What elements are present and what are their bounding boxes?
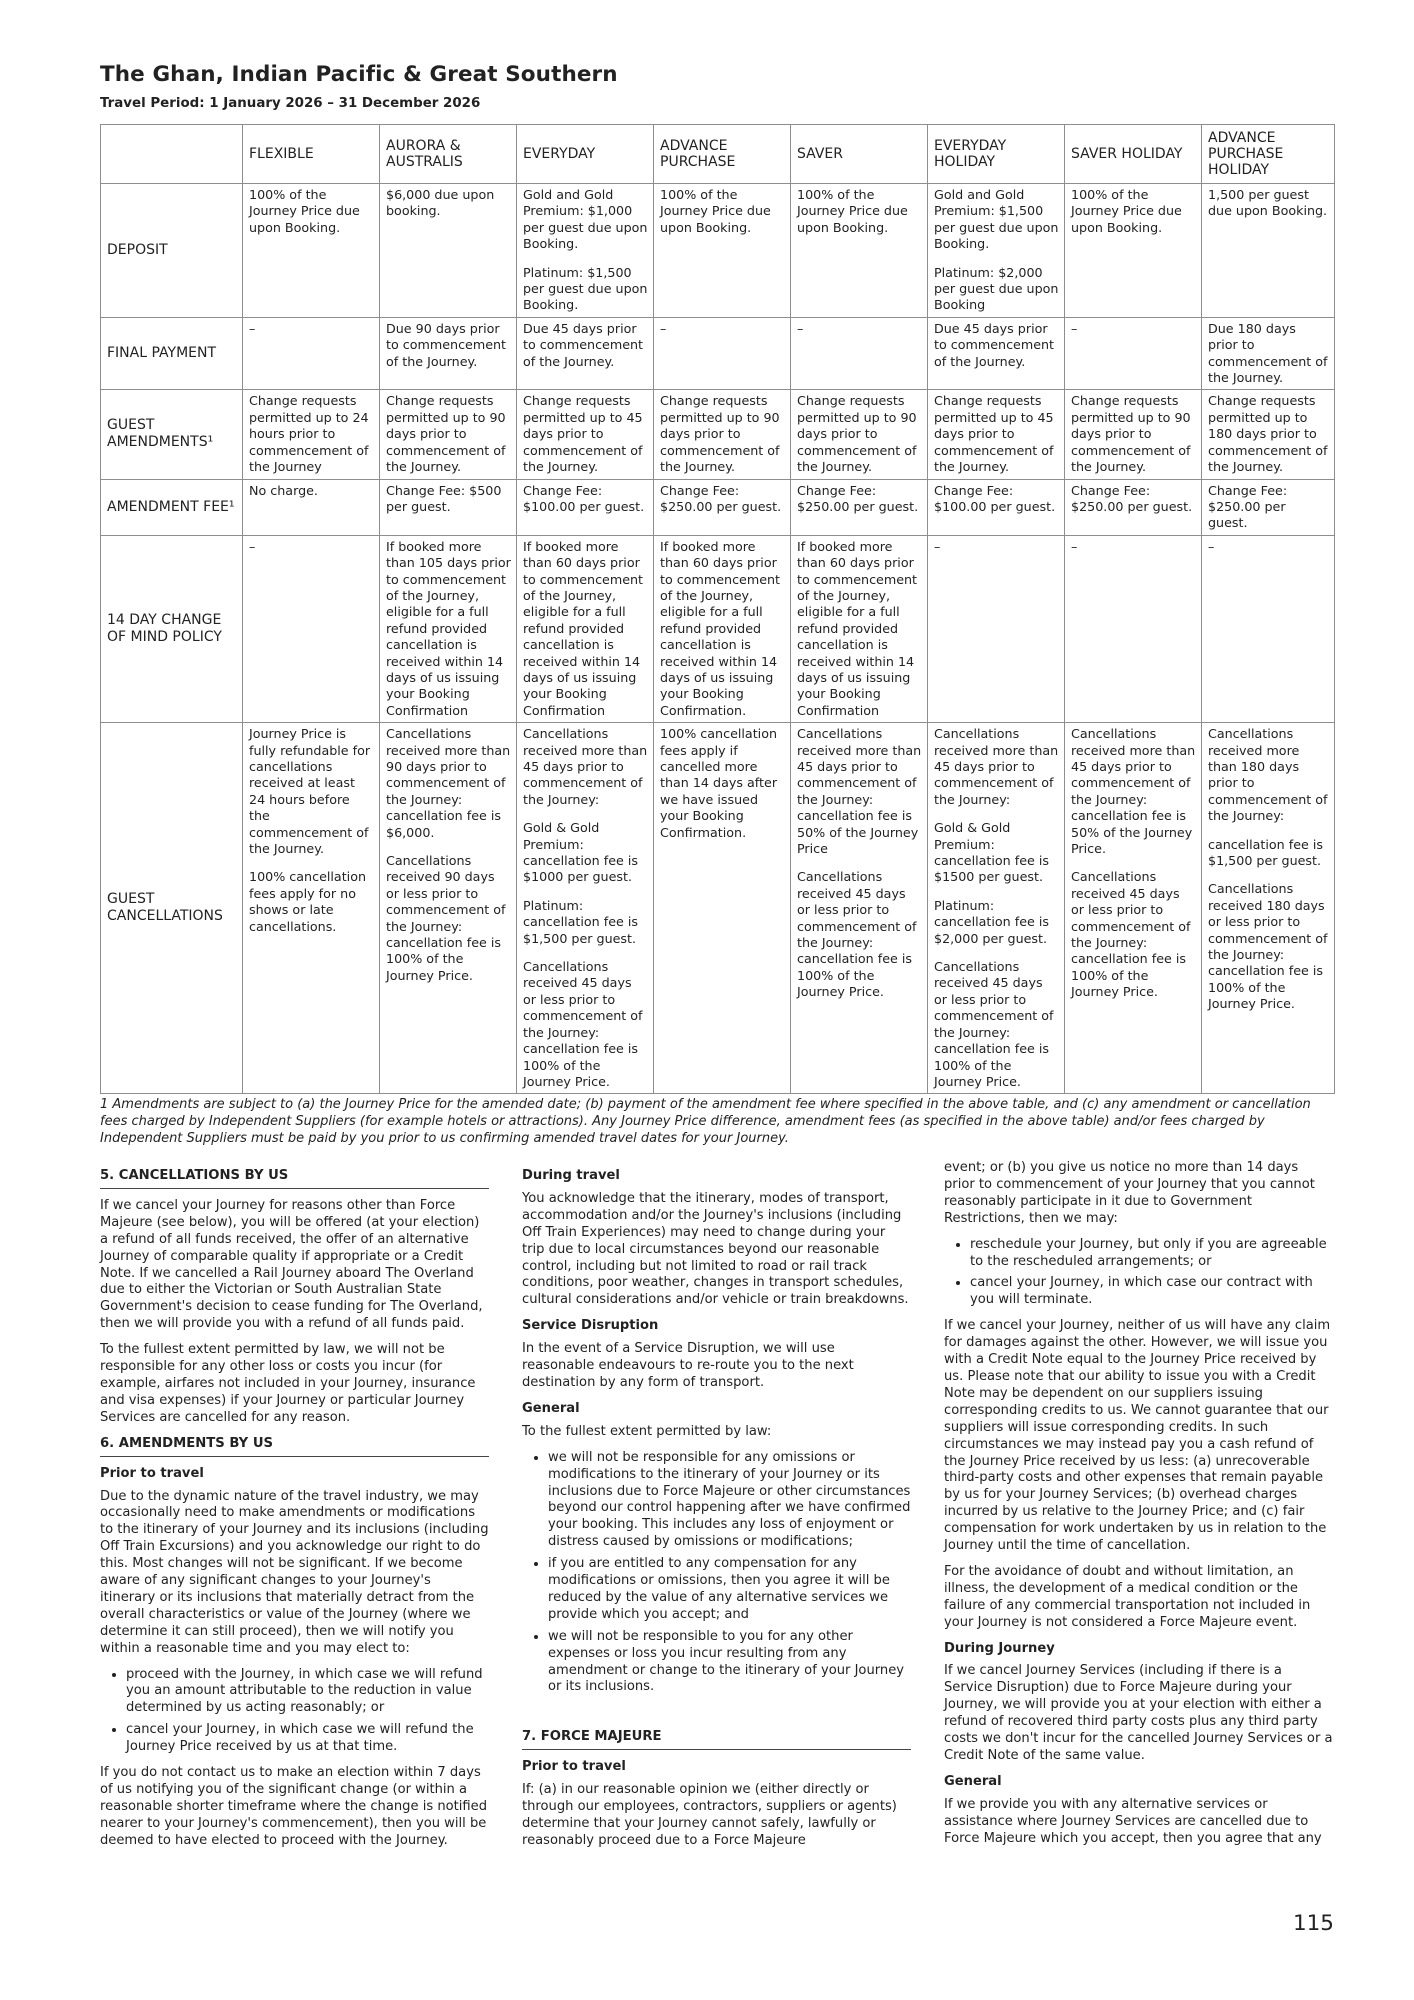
- cell-text: Due 90 days prior to commencement of the Journey.: [386, 320, 507, 369]
- page: [100, 62, 1333, 1147]
- table-cell: [1065, 479, 1202, 535]
- cell-text: Due 180 days prior to commencement of the Journey.: [1208, 320, 1328, 386]
- row-header: DEPOSIT: [101, 184, 243, 318]
- table-cell: [1065, 317, 1202, 390]
- cell-text: If booked more than 60 days prior to commencement of the Journey, eligible for a full refund provided cancellation is received within 14 days of us issuing your Booking Confirmation: [523, 538, 644, 718]
- bullet-list: [522, 1450, 911, 1697]
- cell-text: –: [249, 538, 256, 554]
- paragraph: Due to the dynamic nature of the travel industry, we may occasionally need to make amendments or modifications to the itinerary of your Journey and its inclusions (including Off Train Excursions) and you acknowledge our right to do this. Most changes will not be significant. If we become aware of any significant changes to your Journey's itinerary or its inclusions that materially detract from the overall characteristics or value of the Journey (where we determine it can still proceed), then we will notify you within a reasonable time and you may elect to:: [100, 1488, 489, 1656]
- paragraph: For the avoidance of doubt and without limitation, an illness, the development of a medical condition or the failure of any commercial transportation not included in your Journey is not considered a Force Majeure event.: [944, 1563, 1311, 1630]
- cell-text: Gold & Gold Premium: cancellation fee is $1500 per guest.: [934, 820, 1049, 885]
- cell-text: 100% of the Journey Price due upon Booking.: [1071, 187, 1182, 235]
- column-header: SAVER: [791, 125, 928, 184]
- bullet-item: • if you are entitled to any compensation for any modifications or omissions, then you agree it will be reduced by the value of any alternative services we provide which you accept; and: [548, 1556, 911, 1624]
- cell-text: –: [1071, 538, 1078, 554]
- table-row: [101, 479, 1335, 535]
- table-cell: [928, 723, 1065, 1094]
- table-cell: [243, 723, 380, 1094]
- cell-text: Cancellations received 45 days or less prior to commencement of the Journey: cancellation fee is 100% of the Journey Price.: [934, 959, 1054, 1089]
- cell-text: Change Fee: $250.00 per guest.: [797, 482, 919, 514]
- cell-text: Due 45 days prior to commencement of the Journey.: [934, 320, 1055, 369]
- table-cell: [1202, 184, 1335, 318]
- table-cell: [1202, 479, 1335, 535]
- cell-text: 100% of the Journey Price due upon Booking.: [660, 187, 771, 235]
- cell-text: –: [1071, 320, 1078, 336]
- cell-text: Change requests permitted up to 24 hours prior to commencement of the Journey: [249, 393, 369, 475]
- table-cell: [791, 317, 928, 390]
- table-cell: [1202, 535, 1335, 722]
- table-cell: [243, 184, 380, 318]
- table-cell: [928, 184, 1065, 318]
- table-cell: [791, 723, 928, 1094]
- terms-column-2: [522, 1168, 911, 1859]
- subheading: General: [522, 1400, 580, 1416]
- table-footnote: 1 Amendments are subject to (a) the Journey Price for the amended date; (b) payment of the amendment fee where specified in the above table, and (c) any amendment or cancellation fees charged by Independent Suppliers (for example hotels or attractions). Any Journey Price difference, amendment fees (as specified in the above table) and/or fees charged by Independent Suppliers must be paid by you prior to us confirming amended travel dates for your Journey.: [100, 1097, 1311, 1146]
- cell-text: Gold and Gold Premium: $1,500 per guest due upon Booking.: [934, 187, 1059, 252]
- cell-text: Change requests permitted up to 90 days prior to commencement of the Journey.: [660, 393, 780, 475]
- cell-text: If booked more than 60 days prior to commencement of the Journey, eligible for a full refund provided cancellation is received within 14 days of us issuing your Booking Confirmation.: [660, 538, 781, 718]
- table-cell: [654, 390, 791, 479]
- cell-text: $6,000 due upon booking.: [386, 187, 495, 219]
- cell-text: Change Fee: $250.00 per guest.: [1208, 482, 1288, 531]
- table-cell: [1065, 184, 1202, 318]
- cell-text: Platinum: cancellation fee is $2,000 per guest.: [934, 897, 1049, 946]
- cell-text: Cancellations received more than 180 days prior to commencement of the Journey:: [1208, 726, 1328, 824]
- section-heading-cancellations: 5. CANCELLATIONS BY US: [100, 1168, 489, 1189]
- cell-text: Cancellations received 45 days or less prior to commencement of the Journey: cancellation fee is 100% of the Journey Price.: [797, 869, 917, 1000]
- table-cell: [380, 535, 517, 722]
- paragraph: If we cancel your Journey, neither of us will have any claim for damages against the other. However, we will issue you with a Credit Note equal to the Journey Price received by us. Please note that our ability to issue you with a Credit Note may be dependent on our suppliers issuing corresponding credits to us. We cannot guarantee that our suppliers will issue corresponding credits. In such circumstances we may instead pay you a cash refund of the Journey Price received by us less: (a) unrecoverable third-party costs and other expenses that remain payable by us for your Journey Services; (b) overhead charges incurred by us relative to the Journey Price; and (c) fair compensation for work undertaken by us in relation to the Journey until the time of cancellation.: [944, 1318, 1331, 1554]
- section-heading-amendments: 6. AMENDMENTS BY US: [100, 1436, 489, 1457]
- cell-text: Gold & Gold Premium: cancellation fee is $1000 per guest.: [523, 820, 638, 885]
- paragraph: If: (a) in our reasonable opinion we (either directly or through our employees, contractors, suppliers or agents) determine that your Journey cannot safely, lawfully or reasonably proceed due to a Force Majeure: [522, 1782, 897, 1848]
- table-cell: [380, 317, 517, 390]
- cell-text: Cancellations received 90 days or less prior to commencement of the Journey: cancellation fee is 100% of the Journey Price.: [386, 853, 506, 983]
- column-header: ADVANCE PURCHASE: [654, 125, 791, 184]
- cell-text: Change requests permitted up to 180 days prior to commencement of the Journey.: [1208, 393, 1328, 475]
- table-row: [101, 184, 1335, 318]
- bullet-list: [100, 1667, 489, 1757]
- table-cell: [243, 390, 380, 479]
- table-cell: [791, 184, 928, 318]
- paragraph: event; or (b) you give us notice no more than 14 days prior to commencement of your Journey that you cannot reasonably participate in it due to Government Restrictions, then we may:: [944, 1160, 1315, 1226]
- table-cell: [791, 390, 928, 479]
- table-cell: [654, 184, 791, 318]
- cell-text: Cancellations received 45 days or less prior to commencement of the Journey: cancellation fee is 100% of the Journey Price.: [1071, 869, 1191, 1000]
- cell-text: Platinum: cancellation fee is $1,500 per guest.: [523, 897, 638, 946]
- paragraph: To the fullest extent permitted by law, we will not be responsible for any other loss or costs you incur (for example, airfares not included in your Journey, insurance and visa expenses) if your Journey or particular Journey Services are cancelled for any reason.: [100, 1342, 476, 1425]
- page-number: 115: [1292, 1911, 1334, 1936]
- table-cell: [654, 317, 791, 390]
- subheading: General: [944, 1773, 1002, 1789]
- cell-text: Platinum: $2,000 per guest due upon Booking: [934, 264, 1059, 313]
- cell-text: Journey Price is fully refundable for cancellations received at least 24 hours before the commencement of the Journey.: [249, 726, 371, 857]
- column-header: FLEXIBLE: [243, 125, 380, 184]
- table-header-row: [101, 125, 1335, 184]
- table-cell: [380, 723, 517, 1094]
- terms-column-1: [100, 1168, 489, 1859]
- cell-text: Cancellations received more than 90 days prior to commencement of the Journey: cancellation fee is $6,000.: [386, 726, 511, 840]
- table-cell: [380, 184, 517, 318]
- table-cell: [791, 479, 928, 535]
- table-cell: [1065, 390, 1202, 479]
- cell-text: Change Fee: $500 per guest.: [386, 482, 502, 514]
- table-cell: [654, 535, 791, 722]
- cell-text: 100% of the Journey Price due upon Booking.: [249, 187, 360, 235]
- bullet-item: • cancel your Journey, in which case we will refund the Journey Price received by us at that time.: [126, 1722, 489, 1756]
- paragraph: If we cancel Journey Services (including if there is a Service Disruption) due to Force Majeure during your Journey, we will provide you at your election with either a refund of recovered third party costs plus any third party costs we don't incur for the cancelled Journey Services or a Credit Note of the same value.: [944, 1663, 1333, 1763]
- row-header: FINAL PAYMENT: [101, 317, 243, 390]
- terms-columns: [100, 1160, 1333, 1859]
- bullet-item: • cancel your Journey, in which case our contract with you will terminate.: [970, 1275, 1333, 1309]
- table-cell: [654, 479, 791, 535]
- table-cell: [517, 479, 654, 535]
- page-title: The Ghan, Indian Pacific & Great Southern: [100, 62, 618, 87]
- table-cell: [243, 317, 380, 390]
- cell-text: No charge.: [249, 482, 318, 498]
- column-header: ADVANCE PURCHASE HOLIDAY: [1202, 125, 1335, 184]
- table-row: [101, 723, 1335, 1094]
- table-cell: [1202, 317, 1335, 390]
- row-header: 14 DAY CHANGE OF MIND POLICY: [101, 535, 243, 722]
- cell-text: cancellation fee is $1,500 per guest.: [1208, 836, 1323, 869]
- table-cell: [243, 479, 380, 535]
- table-cell: [1065, 535, 1202, 722]
- cell-text: Cancellations received 180 days or less prior to commencement of the Journey: cancellation fee is 100% of the Journey Price.: [1208, 881, 1328, 1012]
- table-cell: [928, 535, 1065, 722]
- subheading: During travel: [522, 1168, 620, 1183]
- cell-text: Due 45 days prior to commencement of the Journey.: [523, 320, 644, 369]
- cell-text: 100% cancellation fees apply for no shows or late cancellations.: [249, 869, 367, 934]
- table-row: [101, 317, 1335, 390]
- cell-text: Change Fee: $250.00 per guest.: [660, 482, 782, 514]
- table-cell: [1202, 390, 1335, 479]
- cell-text: Change requests permitted up to 45 days prior to commencement of the Journey.: [523, 393, 643, 475]
- table-cell: [928, 479, 1065, 535]
- table-cell: [517, 390, 654, 479]
- table-cell: [380, 479, 517, 535]
- table-cell: [517, 535, 654, 722]
- cell-text: Change requests permitted up to 90 days prior to commencement of the Journey.: [797, 393, 917, 475]
- cell-text: Change Fee: $100.00 per guest.: [523, 482, 645, 514]
- bullet-item: • reschedule your Journey, but only if you are agreeable to the rescheduled arrangements; or: [970, 1237, 1333, 1271]
- paragraph: If we cancel your Journey for reasons other than Force Majeure (see below), you will be offered (at your election) a refund of all funds received, the offer of an alternative Journey of comparable quality if appropriate or a Credit Note. If we cancelled a Rail Journey aboard The Overland due to either the Victorian or South Australian State Government's decision to cease funding for The Overland, then we will provide you with a refund of all funds paid.: [100, 1197, 483, 1332]
- table-cell: [380, 390, 517, 479]
- cell-text: Cancellations received more than 45 days prior to commencement of the Journey: cancellation fee is 50% of the Journey Price.: [1071, 726, 1196, 857]
- cell-text: 1,500 per guest due upon Booking.: [1208, 187, 1328, 219]
- table-cell: [517, 184, 654, 318]
- table-cell: [654, 723, 791, 1094]
- row-header: GUEST AMENDMENTS¹: [101, 390, 243, 479]
- cell-text: –: [934, 538, 941, 554]
- table-cell: [1065, 723, 1202, 1094]
- subheading: During Journey: [944, 1640, 1055, 1656]
- cell-text: Change requests permitted up to 45 days prior to commencement of the Journey.: [934, 393, 1054, 475]
- subheading: Prior to travel: [100, 1465, 204, 1481]
- bullet-item: • we will not be responsible to you for any other expenses or loss you incur resulting from any amendment or change to the itinerary of your Journey or its inclusions.: [548, 1629, 911, 1697]
- paragraph: If you do not contact us to make an election within 7 days of us notifying you of the significant change (or within a reasonable shorter timeframe where the change is notified nearer to your Journey's commencement), then you will be deemed to have elected to proceed with the Journey.: [100, 1765, 488, 1848]
- paragraph: In the event of a Service Disruption, we will use reasonable endeavours to re-route you to the next destination by any form of transport.: [522, 1341, 854, 1390]
- section-heading-force-majeure: 7. FORCE MAJEURE: [522, 1729, 911, 1750]
- subheading: Service Disruption: [522, 1318, 659, 1334]
- travel-period: Travel Period: 1 January 2026 – 31 December 2026: [100, 96, 481, 111]
- table-row: [101, 535, 1335, 722]
- terms-column-3: [944, 1160, 1333, 1859]
- cell-text: Platinum: $1,500 per guest due upon Booking.: [523, 264, 648, 313]
- cell-text: Change requests permitted up to 90 days prior to commencement of the Journey.: [1071, 393, 1191, 475]
- column-header: SAVER HOLIDAY: [1065, 125, 1202, 184]
- bullet-item: • we will not be responsible for any omissions or modifications to the itinerary of your Journey or its inclusions due to Force Majeure or other circumstances beyond our control happening after we have confirmed your booking. This includes any loss of enjoyment or distress caused by omissions or modifications;: [548, 1450, 911, 1551]
- cell-text: Change Fee: $100.00 per guest.: [934, 482, 1056, 514]
- fare-conditions-table: [100, 124, 1335, 1094]
- cell-text: –: [1208, 538, 1215, 554]
- cell-text: Cancellations received 45 days or less prior to commencement of the Journey: cancellation fee is 100% of the Journey Price.: [523, 959, 643, 1089]
- bullet-list: [944, 1237, 1333, 1310]
- cell-text: Cancellations received more than 45 days prior to commencement of the Journey:: [523, 726, 648, 807]
- cell-text: Change Fee: $250.00 per guest.: [1071, 482, 1193, 514]
- cell-text: 100% of the Journey Price due upon Booking.: [797, 187, 908, 235]
- header-corner-cell: [101, 125, 243, 184]
- bullet-item: • proceed with the Journey, in which case we will refund you an amount attributable to the reduction in value determined by us acting reasonably; or: [126, 1667, 489, 1718]
- table-cell: [243, 535, 380, 722]
- table-cell: [928, 390, 1065, 479]
- cell-text: Gold and Gold Premium: $1,000 per guest due upon Booking.: [523, 187, 648, 252]
- cell-text: Cancellations received more than 45 days prior to commencement of the Journey: cancellation fee is 50% of the Journey Price: [797, 726, 922, 857]
- cell-text: –: [660, 320, 667, 336]
- row-header: AMENDMENT FEE¹: [101, 479, 243, 535]
- subheading: Prior to travel: [522, 1759, 626, 1775]
- column-header: EVERYDAY: [517, 125, 654, 184]
- paragraph: You acknowledge that the itinerary, modes of transport, accommodation and/or the Journey's inclusions (including Off Train Experiences) may need to change during your trip due to local circumstances beyond our reasonable control, including but not limited to road or rail track conditions, poor weather, changes in transport schedules, cultural considerations and/or vehicle or train breakdowns.: [522, 1190, 909, 1308]
- table-cell: [517, 317, 654, 390]
- cell-text: Cancellations received more than 45 days prior to commencement of the Journey:: [934, 726, 1059, 807]
- cell-text: If booked more than 60 days prior to commencement of the Journey, eligible for a full refund provided cancellation is received within 14 days of us issuing your Booking Confirmation: [797, 538, 918, 718]
- cell-text: –: [797, 320, 804, 336]
- paragraph: To the fullest extent permitted by law:: [522, 1423, 772, 1439]
- table-cell: [1202, 723, 1335, 1094]
- table-cell: [928, 317, 1065, 390]
- row-header: GUEST CANCELLATIONS: [101, 723, 243, 1094]
- table-cell: [517, 723, 654, 1094]
- cell-text: 100% cancellation fees apply if cancelled more than 14 days after we have issued your Booking Confirmation.: [660, 726, 778, 840]
- column-header: AURORA & AUSTRALIS: [380, 125, 517, 184]
- table-cell: [791, 535, 928, 722]
- cell-text: If booked more than 105 days prior to commencement of the Journey, eligible for a full refund provided cancellation is received within 14 days of us issuing your Booking Confirmation: [386, 538, 511, 718]
- cell-text: Change requests permitted up to 90 days prior to commencement of the Journey.: [386, 393, 506, 475]
- cell-text: –: [249, 320, 256, 336]
- table-row: [101, 390, 1335, 479]
- paragraph: If we provide you with any alternative services or assistance where Journey Services are cancelled due to Force Majeure which you accept, then you agree that any: [944, 1796, 1322, 1846]
- column-header: EVERYDAY HOLIDAY: [928, 125, 1065, 184]
